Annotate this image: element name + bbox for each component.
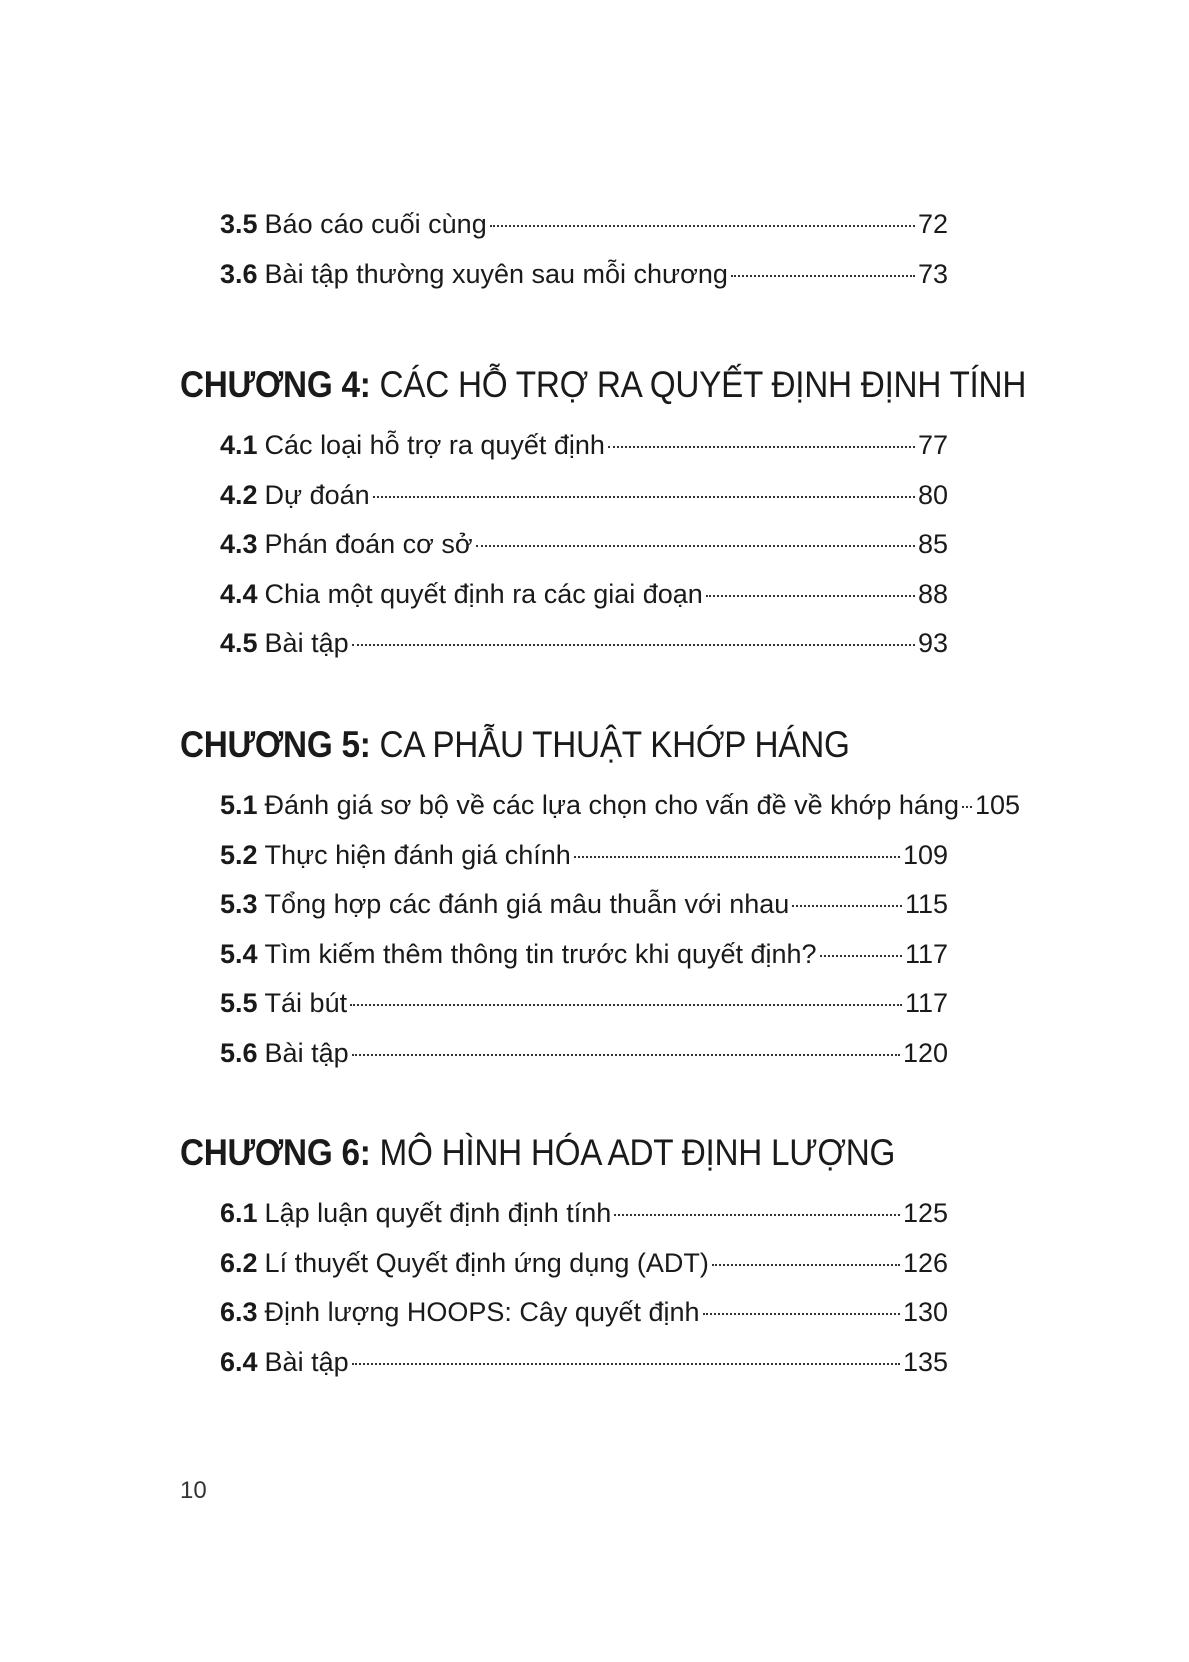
entry-number: 5.3: [220, 889, 258, 919]
entry-title: Bài tập: [264, 1037, 349, 1068]
entry-number: 4.5: [220, 628, 258, 658]
toc-entry[interactable]: [220, 1036, 948, 1086]
entry-number: 4.1: [220, 430, 258, 460]
toc-entry[interactable]: [220, 937, 948, 987]
dot-leader: [352, 644, 915, 646]
dot-leader: [373, 496, 915, 498]
entry-page-number: 109: [902, 839, 948, 870]
entry-title: Bài tập thường xuyên sau mỗi chương: [264, 258, 728, 289]
toc-entry-list: [220, 788, 1021, 1085]
entry-title: Bài tập: [264, 628, 349, 658]
entry-page-number: 77: [917, 430, 948, 460]
chapter-title: CA PHẪU THUẬT KHỚP HÁNG: [379, 724, 850, 765]
entry-number: 4.4: [220, 578, 258, 609]
chapter-title: CÁC HỖ TRỢ RA QUYẾT ĐỊNH ĐỊNH TÍNH: [379, 364, 1027, 405]
dot-leader: [962, 806, 972, 808]
entry-number: 6.3: [220, 1297, 258, 1327]
entry-page-number: 130: [902, 1297, 948, 1327]
entry-number: 5.4: [220, 938, 258, 969]
chapter-label: CHƯƠNG 4:: [180, 364, 371, 405]
toc-entry[interactable]: [220, 1295, 948, 1345]
entry-title: Các loại hỗ trợ ra quyết định: [264, 430, 605, 460]
entry-page-number: 125: [902, 1198, 948, 1228]
toc-entry[interactable]: [220, 986, 948, 1036]
entry-page-number: 120: [902, 1037, 948, 1068]
entry-number: 4.3: [220, 529, 258, 559]
entry-page-number: 126: [902, 1247, 948, 1278]
toc-entry[interactable]: [220, 1246, 948, 1296]
entry-title: Tìm kiếm thêm thông tin trước khi quyết định?: [264, 938, 817, 969]
dot-leader: [350, 1004, 902, 1006]
entry-title: Đánh giá sơ bộ về các lựa chọn cho vấn đề về khớp háng: [264, 790, 959, 820]
chapter-label: CHƯƠNG 5:: [180, 724, 371, 765]
chapter-heading: [180, 722, 871, 768]
entry-number: 5.1: [220, 790, 258, 820]
toc-entry[interactable]: [220, 207, 948, 257]
entry-number: 3.6: [220, 258, 258, 289]
toc-entry-list: [220, 428, 948, 676]
page-number: 10: [180, 1477, 207, 1504]
chapter-heading: [180, 1130, 896, 1176]
entry-title: Dự đoán: [264, 479, 370, 510]
chapter-label: CHƯƠNG 6:: [180, 1132, 371, 1173]
chapter-title: MÔ HÌNH HÓA ADT ĐỊNH LƯỢNG: [379, 1132, 896, 1173]
dot-leader: [792, 905, 902, 907]
entry-number: 5.2: [220, 839, 258, 870]
toc-entry[interactable]: [220, 887, 948, 937]
dot-leader: [352, 1054, 900, 1056]
dot-leader: [476, 545, 915, 547]
entry-number: 5.6: [220, 1037, 258, 1068]
toc-section-chapter-5: [180, 722, 1021, 1085]
entry-page-number: 72: [917, 209, 948, 239]
entry-number: 6.2: [220, 1247, 258, 1278]
entry-page-number: 105: [974, 790, 1021, 820]
entry-number: 6.1: [220, 1198, 258, 1228]
entry-number: 6.4: [220, 1346, 258, 1377]
entry-page-number: 115: [904, 889, 948, 919]
toc-entry[interactable]: [220, 577, 948, 627]
toc-entry[interactable]: [220, 1345, 948, 1395]
entry-title: Định lượng HOOPS: Cây quyết định: [264, 1297, 700, 1327]
entry-title: Tái bút: [264, 988, 348, 1018]
entry-title: Chia một quyết định ra các giai đoạn: [264, 578, 703, 609]
entry-page-number: 85: [917, 529, 948, 559]
entry-page-number: 93: [917, 628, 948, 658]
entry-page-number: 135: [902, 1346, 948, 1377]
toc-section-chapter-6: [180, 1130, 948, 1394]
entry-number: 5.5: [220, 988, 258, 1018]
toc-entry[interactable]: [220, 527, 948, 577]
toc-section-chapter-3-continued: [180, 207, 948, 306]
chapter-heading: [180, 362, 1027, 408]
entry-page-number: 117: [904, 988, 948, 1018]
entry-title: Báo cáo cuối cùng: [264, 209, 487, 239]
entry-title: Tổng hợp các đánh giá mâu thuẫn với nhau: [264, 889, 790, 919]
dot-leader: [614, 1214, 900, 1216]
dot-leader: [820, 955, 902, 957]
entry-page-number: 88: [917, 578, 948, 609]
entry-title: Thực hiện đánh giá chính: [264, 839, 571, 870]
toc-entry[interactable]: [220, 257, 948, 307]
dot-leader: [574, 856, 900, 858]
dot-leader: [712, 1264, 900, 1266]
entry-title: Lập luận quyết định định tính: [264, 1198, 612, 1228]
dot-leader: [490, 225, 915, 227]
toc-entry[interactable]: [220, 788, 1021, 838]
entry-title: Lí thuyết Quyết định ứng dụng (ADT): [264, 1247, 709, 1278]
toc-entry-list: [220, 207, 948, 306]
dot-leader: [703, 1313, 900, 1315]
entry-page-number: 80: [917, 479, 948, 510]
dot-leader: [608, 446, 915, 448]
entry-title: Phán đoán cơ sở: [264, 529, 473, 559]
toc-section-chapter-4: [180, 362, 1027, 676]
entry-page-number: 73: [917, 258, 948, 289]
entry-number: 3.5: [220, 209, 258, 239]
toc-entry-list: [220, 1196, 948, 1394]
dot-leader: [731, 275, 915, 277]
toc-entry[interactable]: [220, 1196, 948, 1246]
dot-leader: [352, 1363, 900, 1365]
toc-entry[interactable]: [220, 478, 948, 528]
toc-entry[interactable]: [220, 838, 948, 888]
toc-entry[interactable]: [220, 626, 948, 676]
toc-entry[interactable]: [220, 428, 948, 478]
entry-number: 4.2: [220, 479, 258, 510]
entry-title: Bài tập: [264, 1346, 349, 1377]
entry-page-number: 117: [904, 938, 948, 969]
dot-leader: [706, 595, 915, 597]
